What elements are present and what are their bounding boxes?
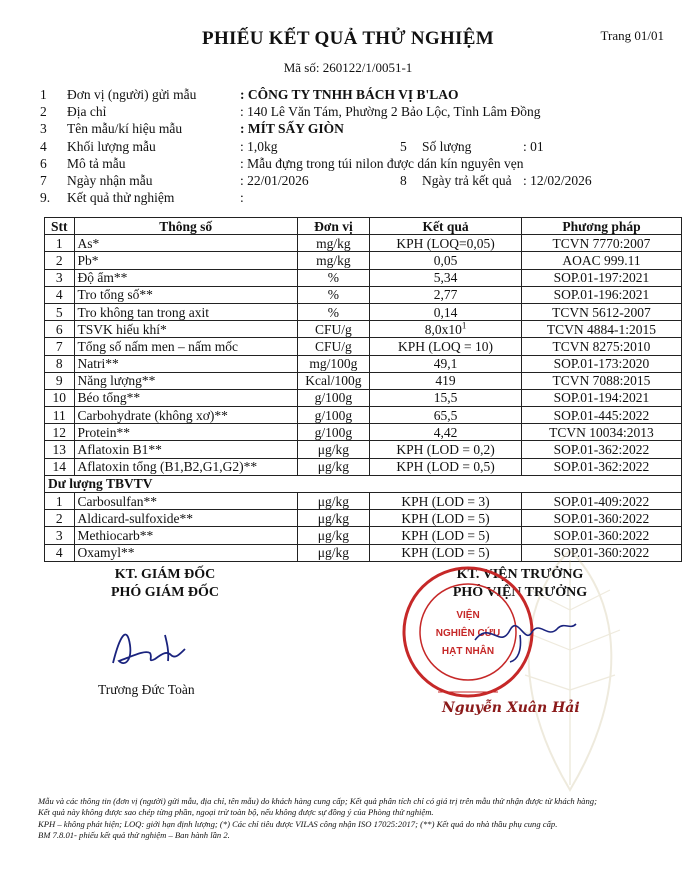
- table-row: [45, 493, 682, 510]
- sample-info: [40, 86, 680, 206]
- cell-parameter: Béo tổng**: [74, 389, 297, 406]
- table-row: [45, 424, 682, 441]
- right-signer-name: Nguyễn Xuân Hải: [442, 700, 580, 716]
- col-result: Kết quả: [370, 218, 522, 235]
- cell-stt: 1: [45, 235, 75, 252]
- cell-result: KPH (LOD = 0,5): [370, 458, 522, 475]
- cell-stt: 2: [45, 252, 75, 269]
- cell-stt: 12: [45, 424, 75, 441]
- cell-parameter: Methiocarb**: [74, 527, 297, 544]
- cell-unit: CFU/g: [297, 338, 369, 355]
- left-title-2: PHÓ GIÁM ĐỐC: [110, 585, 220, 600]
- result-date: : 12/02/2026: [523, 172, 592, 188]
- cell-method: SOP.01-197:2021: [521, 269, 681, 286]
- cell-stt: 3: [45, 269, 75, 286]
- info-row: 7 Ngày nhận mẫu : 22/01/2026 8 Ngày trả kết quả : 12/02/2026: [40, 172, 592, 188]
- info-row: 2 Địa chỉ : 140 Lê Văn Tám, Phường 2 Bảo Lộc, Tỉnh Lâm Đồng: [40, 104, 541, 120]
- cell-method: SOP.01-362:2022: [521, 458, 681, 475]
- info-row: 9. Kết quả thử nghiệm :: [40, 190, 244, 206]
- footer-notes: [38, 796, 678, 842]
- cell-parameter: Carbosulfan**: [74, 493, 297, 510]
- table-row: [45, 355, 682, 372]
- result-exponent: 1: [461, 320, 467, 331]
- cell-result: KPH (LOD = 0,2): [370, 441, 522, 458]
- cell-result: KPH (LOQ=0,05): [370, 235, 522, 252]
- sample-quantity: : 01: [523, 138, 544, 154]
- cell-method: SOP.01-445:2022: [521, 407, 681, 424]
- sample-weight: : 1,0kg: [240, 138, 278, 154]
- cell-unit: g/100g: [297, 407, 369, 424]
- info-row: 3 Tên mẫu/kí hiệu mẫu : MÍT SẤY GIÒN: [40, 121, 344, 137]
- cell-stt: 7: [45, 338, 75, 355]
- cell-stt: 14: [45, 458, 75, 475]
- cell-result: KPH (LOD = 5): [370, 544, 522, 561]
- cell-parameter: Tro không tan trong axit: [74, 303, 297, 320]
- cell-result: 65,5: [370, 407, 522, 424]
- svg-text:NGHIÊN CỨU: NGHIÊN CỨU: [435, 628, 501, 639]
- table-row: [45, 269, 682, 286]
- section-title: Dư lượng TBVTV: [45, 475, 682, 492]
- cell-unit: μg/kg: [297, 527, 369, 544]
- cell-result: 15,5: [370, 389, 522, 406]
- sample-description: : Mẫu đựng trong túi nilon được dán kín nguyên vẹn: [240, 155, 524, 171]
- table-row: [45, 235, 682, 252]
- cell-result: KPH (LOD = 5): [370, 510, 522, 527]
- cell-result: 2,77: [370, 286, 522, 303]
- col-parameter: Thông số: [74, 218, 297, 235]
- col-unit: Đơn vị: [297, 218, 369, 235]
- company-name: : CÔNG TY TNHH BÁCH VỊ B'LAO: [240, 87, 459, 102]
- cell-unit: μg/kg: [297, 458, 369, 475]
- cell-unit: μg/kg: [297, 544, 369, 561]
- cell-method: TCVN 5612-2007: [521, 303, 681, 320]
- cell-stt: 13: [45, 441, 75, 458]
- cell-parameter: TSVK hiếu khí*: [74, 321, 297, 338]
- signature-right-icon: [470, 610, 580, 665]
- address: : 140 Lê Văn Tám, Phường 2 Bảo Lộc, Tỉnh Lâm Đồng: [240, 104, 541, 120]
- cell-result: KPH (LOD = 5): [370, 527, 522, 544]
- cell-method: TCVN 4884-1:2015: [521, 321, 681, 338]
- cell-method: SOP.01-173:2020: [521, 355, 681, 372]
- footer-line: KPH – không phát hiện; LOQ: giới hạn định lượng; (*) Các chỉ tiêu được VILAS công nhận ISO 17025:2017; (**) Kết quả do nhà thầu phụ cung cấp.: [38, 818, 558, 829]
- cell-parameter: Pb*: [74, 252, 297, 269]
- cell-result: KPH (LOQ = 10): [370, 338, 522, 355]
- table-row: [45, 303, 682, 320]
- cell-unit: mg/100g: [297, 355, 369, 372]
- cell-method: SOP.01-360:2022: [521, 527, 681, 544]
- cell-unit: mg/kg: [297, 235, 369, 252]
- cell-method: TCVN 7770:2007: [521, 235, 681, 252]
- cell-result: $8,0x10^1$: [370, 321, 522, 338]
- table-row: [45, 338, 682, 355]
- cell-stt: 1: [45, 493, 75, 510]
- cell-result: 0,14: [370, 303, 522, 320]
- table-row: [45, 389, 682, 406]
- cell-method: SOP.01-362:2022: [521, 441, 681, 458]
- cell-parameter: Aldicard-sulfoxide**: [74, 510, 297, 527]
- cell-parameter: Aflatoxin B1**: [74, 441, 297, 458]
- cell-stt: 5: [45, 303, 75, 320]
- signature-left-icon: [105, 615, 195, 675]
- right-title-2: PHÓ VIỆN TRƯỞNG: [452, 585, 588, 600]
- cell-method: SOP.01-194:2021: [521, 389, 681, 406]
- document-code: Mã số: 260122/1/0051-1: [283, 60, 413, 75]
- received-date: : 22/01/2026: [240, 172, 309, 188]
- cell-stt: 2: [45, 510, 75, 527]
- left-title-1: KT. GIÁM ĐỐC: [114, 567, 216, 582]
- footer-line: BM 7.8.01- phiếu kết quả thử nghiệm – Ban hành lần 2.: [38, 830, 230, 841]
- cell-unit: %: [297, 269, 369, 286]
- cell-unit: g/100g: [297, 424, 369, 441]
- left-signer-name: Trương Đức Toàn: [98, 682, 195, 697]
- cell-stt: 4: [45, 286, 75, 303]
- table-row: [45, 252, 682, 269]
- cell-parameter: Natri**: [74, 355, 297, 372]
- cell-result: 49,1: [370, 355, 522, 372]
- signature-left-block: [80, 566, 250, 602]
- info-row: 4 Khối lượng mẫu : 1,0kg 5 Số lượng : 01: [40, 138, 544, 154]
- cell-unit: %: [297, 286, 369, 303]
- table-header-row: [45, 218, 682, 235]
- col-stt: Stt: [45, 218, 75, 235]
- cell-unit: g/100g: [297, 389, 369, 406]
- cell-parameter: Năng lượng**: [74, 372, 297, 389]
- cell-unit: μg/kg: [297, 441, 369, 458]
- cell-method: SOP.01-360:2022: [521, 510, 681, 527]
- cell-parameter: Aflatoxin tổng (B1,B2,G1,G2)**: [74, 458, 297, 475]
- cell-method: SOP.01-360:2022: [521, 544, 681, 561]
- cell-unit: μg/kg: [297, 510, 369, 527]
- cell-method: TCVN 7088:2015: [521, 372, 681, 389]
- cell-parameter: Độ ẩm**: [74, 269, 297, 286]
- table-row: [45, 321, 682, 338]
- cell-unit: μg/kg: [297, 493, 369, 510]
- svg-text:VIỆN: VIỆN: [456, 610, 480, 621]
- cell-method: TCVN 8275:2010: [521, 338, 681, 355]
- document-title: PHIẾU KẾT QUẢ THỬ NGHIỆM: [202, 28, 494, 49]
- info-row: 6 Mô tả mẫu : Mẫu đựng trong túi nilon được dán kín nguyên vẹn: [40, 155, 524, 171]
- cell-method: TCVN 10034:2013: [521, 424, 681, 441]
- section-row: [45, 475, 682, 492]
- cell-unit: CFU/g: [297, 321, 369, 338]
- cell-parameter: Carbohydrate (không xơ)**: [74, 407, 297, 424]
- table-row: [45, 458, 682, 475]
- table-row: [45, 286, 682, 303]
- right-title-1: KT. VIỆN TRƯỞNG: [456, 567, 584, 582]
- col-method: Phương pháp: [521, 218, 681, 235]
- cell-parameter: Tro tổng số**: [74, 286, 297, 303]
- table-row: [45, 510, 682, 527]
- cell-result: KPH (LOD = 3): [370, 493, 522, 510]
- cell-stt: 4: [45, 544, 75, 561]
- cell-stt: 8: [45, 355, 75, 372]
- table-row: [45, 407, 682, 424]
- cell-parameter: Protein**: [74, 424, 297, 441]
- cell-unit: mg/kg: [297, 252, 369, 269]
- cell-stt: 11: [45, 407, 75, 424]
- table-row: [45, 441, 682, 458]
- results-table: [44, 217, 682, 562]
- cell-stt: 3: [45, 527, 75, 544]
- cell-parameter: Tổng số nấm men – nấm mốc: [74, 338, 297, 355]
- footer-line: Mẫu và các thông tin (đơn vị (người) gửi mẫu, địa chỉ, tên mẫu) do khách hàng cung cấp; Kết quả phân tích chỉ có giá trị trên mẫu thử nhận được từ khách hàng;: [38, 796, 597, 806]
- cell-result: 5,34: [370, 269, 522, 286]
- cell-stt: 10: [45, 389, 75, 406]
- table-row: [45, 372, 682, 389]
- cell-stt: 6: [45, 321, 75, 338]
- cell-result: 4,42: [370, 424, 522, 441]
- cell-method: SOP.01-196:2021: [521, 286, 681, 303]
- sample-name: : MÍT SẤY GIÒN: [240, 121, 344, 137]
- page-number: Trang 01/01: [600, 28, 664, 43]
- info-row: 1 Đơn vị (người) gửi mẫu : CÔNG TY TNHH BÁCH VỊ B'LAO: [40, 87, 459, 102]
- cell-method: AOAC 999.11: [521, 252, 681, 269]
- cell-unit: Kcal/100g: [297, 372, 369, 389]
- cell-parameter: As*: [74, 235, 297, 252]
- cell-result: 419: [370, 372, 522, 389]
- svg-text:HẠT NHÂN: HẠT NHÂN: [441, 646, 495, 657]
- footer-line: Kết quả này không được sao chép từng phần, ngoại trừ toàn bộ, nếu không được sự đồng ý của Phòng thử nghiệm.: [38, 807, 434, 818]
- cell-parameter: Oxamyl**: [74, 544, 297, 561]
- cell-method: SOP.01-409:2022: [521, 493, 681, 510]
- cell-result: 0,05: [370, 252, 522, 269]
- cell-unit: %: [297, 303, 369, 320]
- cell-stt: 9: [45, 372, 75, 389]
